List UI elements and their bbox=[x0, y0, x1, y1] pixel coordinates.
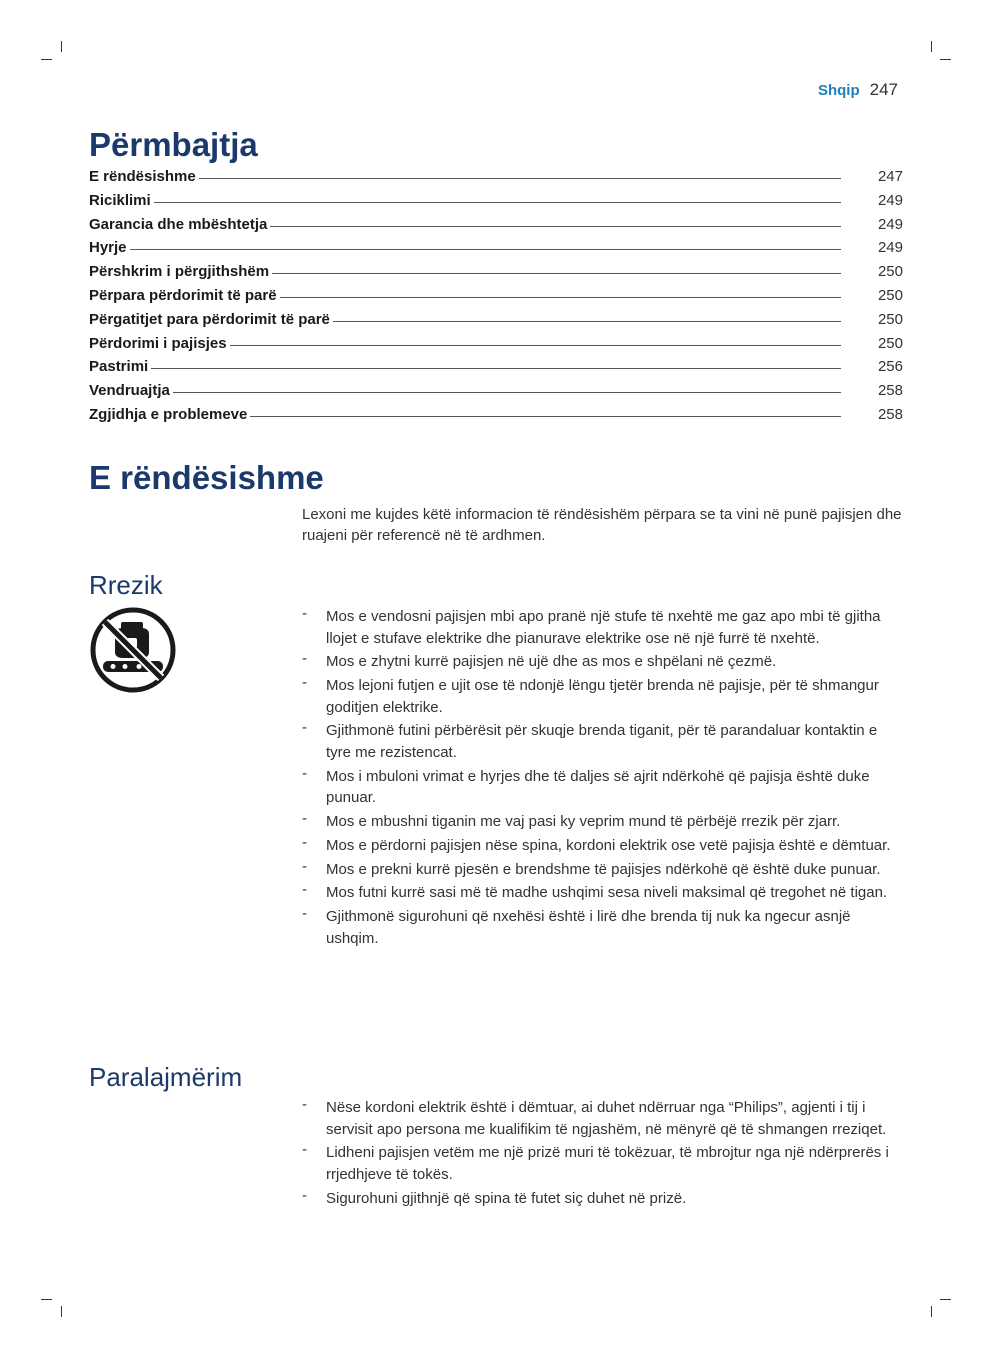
list-dash: - bbox=[302, 857, 307, 875]
toc-leader bbox=[199, 178, 841, 179]
list-dash: - bbox=[302, 905, 307, 923]
list-dash: - bbox=[302, 605, 307, 622]
toc-entry bbox=[89, 382, 903, 406]
toc-entry-page: 247 bbox=[877, 168, 903, 185]
list-item bbox=[302, 835, 902, 857]
toc-entry-title: Riciklimi bbox=[89, 191, 151, 209]
toc-leader bbox=[230, 345, 841, 346]
list-item-text: Mos i mbuloni vrimat e hyrjes dhe të daljes së ajrit ndërkohë që pajisja është duke punuar. bbox=[326, 767, 870, 807]
list-dash: - bbox=[302, 1186, 307, 1204]
toc-entry bbox=[89, 263, 903, 287]
table-of-contents bbox=[89, 168, 903, 430]
toc-entry-title: Hyrje bbox=[89, 239, 127, 257]
list-item-text: Mos e zhytni kurrë pajisjen në ujë dhe as mos e shpëlani në çezmë. bbox=[326, 653, 777, 671]
list-item bbox=[302, 766, 902, 809]
list-item-text: Mos e përdorni pajisjen nëse spina, kordoni elektrik ose vetë pajisja është e dëmtuar. bbox=[326, 836, 891, 854]
list-dash: - bbox=[302, 1096, 307, 1113]
list-dash: - bbox=[302, 764, 307, 782]
toc-entry-title: Përgatitjet para përdorimit të parë bbox=[89, 310, 330, 328]
list-item bbox=[302, 675, 902, 718]
toc-entry-page: 258 bbox=[877, 405, 903, 423]
crop-mark bbox=[61, 1306, 62, 1317]
toc-entry bbox=[89, 335, 903, 359]
list-dash: - bbox=[302, 881, 307, 899]
toc-entry-title: Përpara përdorimit të parë bbox=[89, 286, 277, 304]
list-item-text: Mos e vendosni pajisjen mbi apo pranë një stufe të nxehtë me gaz apo mbi të gjitha llojet e stufave elektrike dhe pianurave elektrike ose në një furrë të nxehtë. bbox=[326, 608, 881, 647]
toc-entry-page: 250 bbox=[877, 334, 903, 352]
list-dash: - bbox=[302, 833, 307, 851]
crop-mark bbox=[41, 1299, 52, 1300]
toc-entry-page: 250 bbox=[877, 310, 903, 328]
toc-leader bbox=[280, 297, 841, 298]
toc-leader bbox=[272, 273, 841, 274]
section-title-important: E rëndësishme bbox=[89, 459, 324, 496]
list-item-text: Mos lejoni futjen e ujit ose të ndonjë lëngu tjetër brenda në pajisje, për të shmangur goditjen elektrike. bbox=[326, 677, 879, 716]
toc-leader bbox=[151, 368, 841, 369]
danger-list bbox=[302, 606, 902, 951]
toc-entry bbox=[89, 192, 903, 216]
toc-leader bbox=[130, 249, 841, 250]
list-item bbox=[302, 606, 902, 649]
toc-leader bbox=[154, 202, 841, 203]
warning-list bbox=[302, 1097, 902, 1211]
language-label: Shqip bbox=[817, 82, 860, 99]
list-item bbox=[302, 1142, 902, 1185]
toc-leader bbox=[250, 416, 841, 417]
list-item-text: Mos e prekni kurrë pjesën e brendshme të pajisjes ndërkohë që është duke punuar. bbox=[326, 860, 881, 878]
list-item bbox=[302, 651, 902, 673]
toc-entry-title: Zgjidhja e problemeve bbox=[89, 405, 248, 423]
list-item-text: Gjithmonë sigurohuni që nxehësi është i lirë dhe brenda tij nuk ka ngecur asnjë ushqim. bbox=[326, 908, 851, 947]
toc-entry-page: 249 bbox=[877, 239, 903, 257]
list-item-text: Mos futni kurrë sasi më të madhe ushqimi sesa niveli maksimal që tregohet në tigan. bbox=[326, 884, 888, 902]
danger-heading: Rrezik bbox=[89, 570, 163, 600]
toc-entry-page: 258 bbox=[877, 382, 903, 400]
toc-entry-title: Përdorimi i pajisjes bbox=[89, 334, 227, 352]
toc-entry bbox=[89, 216, 903, 240]
toc-entry bbox=[89, 287, 903, 311]
toc-entry bbox=[89, 239, 903, 263]
toc-entry-page: 250 bbox=[877, 263, 903, 281]
list-item-text: Nëse kordoni elektrik është i dëmtuar, ai duhet ndërruar nga “Philips”, agjenti i tij i servisit apo persona me kualifikim të ngjashëm, në mënyrë që të shmangen rreziqet. bbox=[326, 1099, 887, 1138]
toc-entry-page: 256 bbox=[877, 358, 903, 376]
toc-entry-page: 250 bbox=[877, 286, 903, 304]
warning-heading: Paralajmërim bbox=[89, 1062, 243, 1092]
toc-entry-title: E rëndësishme bbox=[89, 168, 196, 185]
list-item bbox=[302, 720, 902, 763]
toc-entry bbox=[89, 311, 903, 335]
crop-mark bbox=[940, 59, 951, 60]
toc-entry bbox=[89, 358, 903, 382]
list-item bbox=[302, 906, 902, 949]
toc-entry bbox=[89, 406, 903, 430]
list-item bbox=[302, 1188, 902, 1210]
list-item-text: Sigurohuni gjithnjë që spina të futet siç duhet në prizë. bbox=[326, 1189, 687, 1207]
toc-leader bbox=[173, 392, 841, 393]
toc-title: Përmbajtja bbox=[89, 126, 258, 163]
list-item bbox=[302, 882, 902, 904]
crop-mark bbox=[41, 59, 52, 60]
list-dash: - bbox=[302, 674, 307, 692]
crop-mark bbox=[931, 1306, 932, 1317]
toc-entry-page: 249 bbox=[877, 191, 903, 209]
crop-mark bbox=[61, 41, 62, 52]
toc-entry-page: 249 bbox=[877, 215, 903, 233]
list-item-text: Lidheni pajisjen vetëm me një prizë muri të tokëzuar, të mbrojtur nga një ndërprerës i rrjedhjeve të tokës. bbox=[326, 1144, 889, 1183]
toc-entry bbox=[89, 168, 903, 192]
list-item-text: Mos e mbushni tiganin me vaj pasi ky veprim mund të përbëjë rrezik për zjarr. bbox=[326, 812, 841, 830]
toc-entry-title: Përshkrim i përgjithshëm bbox=[89, 263, 270, 281]
toc-entry-title: Pastrimi bbox=[89, 358, 149, 376]
list-dash: - bbox=[302, 1141, 307, 1159]
page-header bbox=[818, 80, 898, 100]
list-item-text: Gjithmonë futini përbërësit për skuqje brenda tiganit, për të parandaluar kontaktin e tyre me rezistencat. bbox=[326, 722, 878, 761]
list-item bbox=[302, 1097, 902, 1140]
list-item bbox=[302, 811, 902, 833]
page-number: 247 bbox=[869, 80, 898, 99]
list-dash: - bbox=[302, 719, 307, 737]
toc-entry-title: Vendruajtja bbox=[89, 382, 170, 400]
list-dash: - bbox=[302, 809, 307, 827]
no-appliance-on-stove-icon bbox=[89, 606, 177, 694]
intro-paragraph: Lexoni me kujdes këtë informacion të rëndësishëm përpara se ta vini në punë pajisjen dhe ruajeni për referencë në të ardhmen. bbox=[302, 506, 902, 544]
crop-mark bbox=[931, 41, 932, 52]
toc-leader bbox=[333, 321, 841, 322]
toc-entry-title: Garancia dhe mbështetja bbox=[89, 215, 268, 233]
crop-mark bbox=[940, 1299, 951, 1300]
toc-leader bbox=[270, 226, 841, 227]
list-item bbox=[302, 859, 902, 881]
list-dash: - bbox=[302, 650, 307, 668]
